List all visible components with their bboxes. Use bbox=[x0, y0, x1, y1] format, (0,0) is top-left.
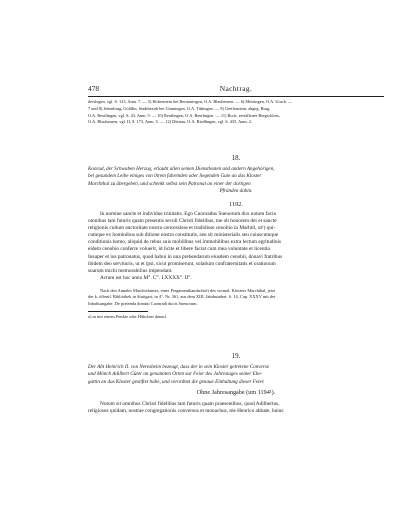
regest-line: Der Abt Heinrich II. von Neresheim bezeugt, dass der in sein Kloster getretene Converse bbox=[88, 364, 270, 370]
text-line: cumque ex hominibus sub ditione nostra constitutis, seu sit ministerialis seu cuiuscumque bbox=[88, 232, 279, 239]
source-line: Nach den Annales Marchtelanses, einer Pergamenthandschrift des vormal. Klosters Marchthal, jetzt bbox=[100, 288, 276, 293]
source-line: Inhaltsangabe: De pretenda domini Cuonradi ducis Sueuorum. bbox=[88, 300, 198, 306]
source-line: der k. öffentl. Bibliothek in Stuttgart, in 4°. Nr. 361, aus dem XIII. Jahrhundert, S. 14, Cap. XXXV mit der bbox=[88, 294, 276, 300]
regest-line: bei gesundem Leibe einiges von ihrem fahrenden oder liegenden Gute an das Kloster bbox=[88, 173, 262, 180]
section-18-footnote: a) m mit einem Punkte oder Häkchen darauf. bbox=[88, 314, 168, 319]
regest-line: und Mönch Adilbert Güter an genannten Orten zur Feier des Jahrestages seiner Ehe- bbox=[88, 371, 263, 378]
running-header bbox=[88, 84, 384, 94]
text-line: Insuper et ius patronatus, quod habui in una prebendarum eiusdem cenobii, donavi fratribus bbox=[88, 253, 283, 260]
page-number: 478 bbox=[88, 84, 100, 93]
regest-line: Marchthal zu übergeben, und schenkt selbst sein Patronat an einer der dortigen bbox=[88, 180, 251, 187]
footnote-line: O.A. Reutlingen, vgl. S. 43, Anm. 9. — 10) Reutlingen, O.A. Reutlingen. — 11) Rock, zerfallenes Bergschloss, bbox=[88, 112, 281, 118]
footnote-line: derslugen, vgl. S. 123, Anm. 7. — 5) Hohenstein bei Bermaringen, O.A. Blaubeuren. — 6) Metzingen, O.A. Urach. — bbox=[88, 99, 293, 104]
section-19-date: Ohne Jahresangabe (um 1194¹). bbox=[196, 389, 276, 396]
section-18-year: 1192. bbox=[229, 201, 243, 208]
regest-line: gattin an das Kloster gestiftet habe, und verordnet die genaue Einhaltung dieser Feier. bbox=[88, 378, 265, 385]
text-line: religiosus quidam, nostrae congregationis conversus et monachus, me Henrico abbate, huius bbox=[88, 408, 284, 415]
text-line: suarum michi memorabilius impendant. bbox=[88, 267, 173, 274]
section-18-number: 18. bbox=[231, 154, 241, 162]
section-19-regest bbox=[88, 364, 384, 386]
text-line: Notum sit omnibus Christi fidelibus tam futuris quam praesentibus, quod Adilbertus, bbox=[100, 401, 280, 407]
footnote-line: O.A. Blaubeuren, vgl. II, S. 173, Anm. 5. — 12) Dürnau, O.A. Riedlingen, vgl. S. 435, Anm. 2. bbox=[88, 119, 253, 125]
footnote-line: 7 und 8) Jettenburg, Göldlin, Stadtbezirk bei Gönningen, O.A. Tübingen. — 9) Greifenstein, abgeg. Burg, bbox=[88, 105, 271, 111]
text-line: omnibus tam futuris quam presentis seculi Christi fidelibus, me ob honorem dei et sancte bbox=[88, 218, 277, 225]
section-18-text bbox=[88, 211, 384, 282]
actum-line: Actum est hoc anno M°. C°. LXXXX°. II°. bbox=[100, 274, 192, 281]
section-19-number: 19. bbox=[231, 352, 241, 360]
text-line: conditionis homo, aliquid de rebus suis mobilibus vel immobilibus extra lectum egritudinis bbox=[88, 239, 282, 246]
regest-line: Pfründen dahin. bbox=[219, 187, 253, 194]
top-footnotes bbox=[88, 99, 384, 126]
text-line: ibidem deo servituris, ut et ipsi, sicut promiserunt, solatium confraternitatis et orationum bbox=[88, 260, 276, 267]
section-19-text bbox=[88, 401, 384, 415]
header-rule bbox=[88, 96, 384, 97]
footnote-rule bbox=[88, 311, 148, 312]
regest-line: Konrad, der Schwaben Herzog, erlaubt allen seinen Dienstleuten und andern Angehörigen, bbox=[88, 166, 275, 172]
section-18-source-note bbox=[88, 288, 384, 307]
section-18-regest bbox=[88, 166, 384, 195]
text-line: eidem cenobio conferre voluerit, id licite et libere faciat cum mea voluntate et licentia. bbox=[88, 246, 272, 253]
running-title: Nachtrag. bbox=[219, 84, 253, 93]
text-line: In nomine sancte et individue trinitatis. Ego Cuonradus Sueuorum dux notum facio bbox=[100, 211, 277, 217]
text-line: religionis cultum auctoritate nostra concessisse et tradidisse cenobio in Marhtil, ut¹) qui- bbox=[88, 225, 276, 232]
